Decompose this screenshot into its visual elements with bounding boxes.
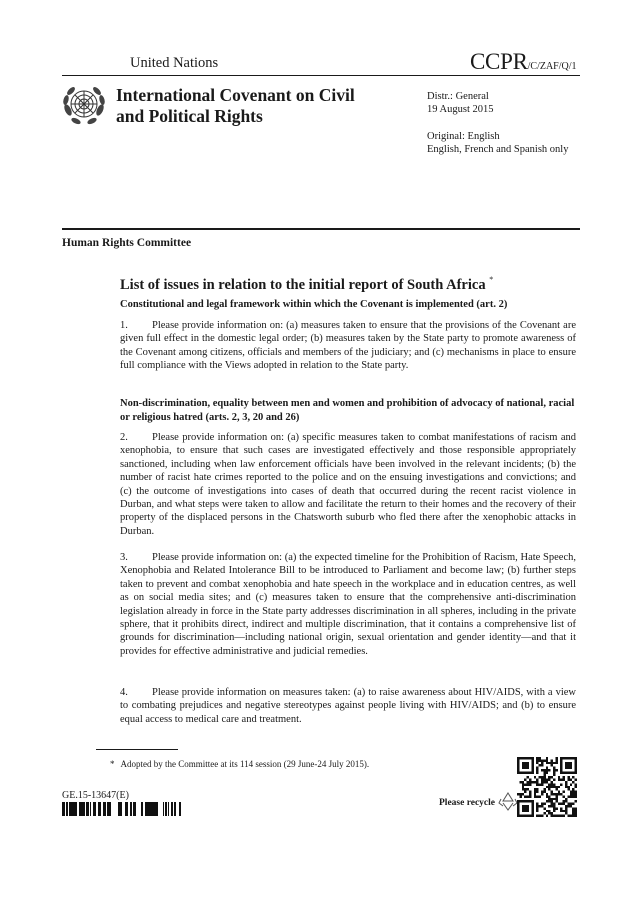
- footnote-mark: *: [110, 759, 115, 769]
- paragraph-number: 2.: [120, 432, 128, 443]
- footnote-reference: *: [489, 275, 494, 284]
- recycle-label: Please recycle: [439, 798, 495, 808]
- header-rule: [62, 75, 580, 76]
- paragraph-text: Please provide information on: (a) specific measures taken to combat manifestations of racism and xenophobia, to ensure that such cases are investigated effectively and those responsible appropriately sanctioned, including when law enforcement officials have been involved in the relevant incidents; (b) the number of racist hate crimes reported to the police and on the ensuing investigations and convictions; and (c) the outcome of investigations into cases of death that occurred during the recent racist violence in Durban, and what steps were taken to allow and facilitate the return to their homes and the recovery of their property of the displaced persons in the Chatsworth suburb who fled there after the xenophobic attacks in Durban.: [120, 432, 576, 537]
- covenant-title: International Covenant on Civil and Political Rights: [116, 85, 355, 126]
- available-languages: English, French and Spanish only: [427, 144, 569, 155]
- document-title: [120, 276, 493, 294]
- paragraph: [120, 551, 576, 658]
- paragraph-text: Please provide information on measures taken: (a) to raise awareness about HIV/AIDS, with a view to combating prejudices and negative stereotypes against people living with HIV/AIDS; and (b) to ensure equal access to medical care and treatment.: [120, 687, 576, 725]
- qr-code-icon: [517, 757, 577, 817]
- organization-name: United Nations: [130, 55, 219, 71]
- paragraph-number: 4.: [120, 687, 128, 698]
- footnote-text: Adopted by the Committee at its 114 session (29 June-24 July 2015).: [120, 759, 370, 769]
- committee-name: Human Rights Committee: [62, 237, 192, 249]
- barcode-icon: [62, 802, 182, 816]
- document-symbol: [470, 49, 577, 75]
- paragraph: [120, 686, 576, 726]
- issue-date: 19 August 2015: [427, 104, 494, 115]
- symbol-suffix: /C/ZAF/Q/1: [527, 61, 577, 72]
- language-block: [427, 130, 568, 156]
- paragraph: [120, 431, 576, 538]
- footnote-rule: [96, 749, 178, 750]
- footnote: [110, 759, 369, 769]
- header-thick-rule: [62, 228, 580, 230]
- paragraph-text: Please provide information on: (a) the expected timeline for the Prohibition of Racism, Hate Speech, Xenophobia and Related Intolerance Bill to be introduced to Parliament and become law; (b) further steps taken to prevent and combat xenophobia and hate speech in the workplace and in education centres, as well as on social media sites; and (c) measures taken to ensure that the comprehensive anti-discrimination legislation already in force in the State party addresses discrimination in all spheres, including in the private sphere, that it prohibits direct, indirect and multiple discrimination, that it contains a comprehensive list of grounds for discrimination—including national origin, sexual orientation and gender identity—and that it provides for effective administrative and judicial remedies.: [120, 552, 576, 657]
- section-heading: Constitutional and legal framework within which the Covenant is implemented (art. 2): [120, 299, 508, 310]
- distribution: Distr.: General: [427, 91, 489, 102]
- recycle-icon: [497, 790, 519, 812]
- paragraph-number: 1.: [120, 320, 128, 331]
- original-language: Original: English: [427, 131, 500, 142]
- section-heading: Non-discrimination, equality between men and women and prohibition of advocacy of national, racial or religious hatred (arts. 2, 3, 20 and 26): [120, 398, 575, 423]
- paragraph-number: 3.: [120, 552, 128, 563]
- ge-code: GE.15-13647(E): [62, 790, 129, 801]
- symbol-main: CCPR: [470, 49, 528, 74]
- paragraph-text: Please provide information on: (a) measures taken to ensure that the provisions of the Covenant are given full effect in the domestic legal order; (b) measures taken by the State party to promote awareness of the Covenant among citizens, officials and members of the judiciary; and (c) mechanisms in place to ensure full compliance with the Views adopted in relation to the State party.: [120, 320, 576, 372]
- document-title-text: List of issues in relation to the initial report of South Africa: [120, 276, 486, 293]
- un-emblem-icon: [60, 80, 108, 128]
- distribution-block: [427, 90, 494, 116]
- paragraph: [120, 319, 576, 373]
